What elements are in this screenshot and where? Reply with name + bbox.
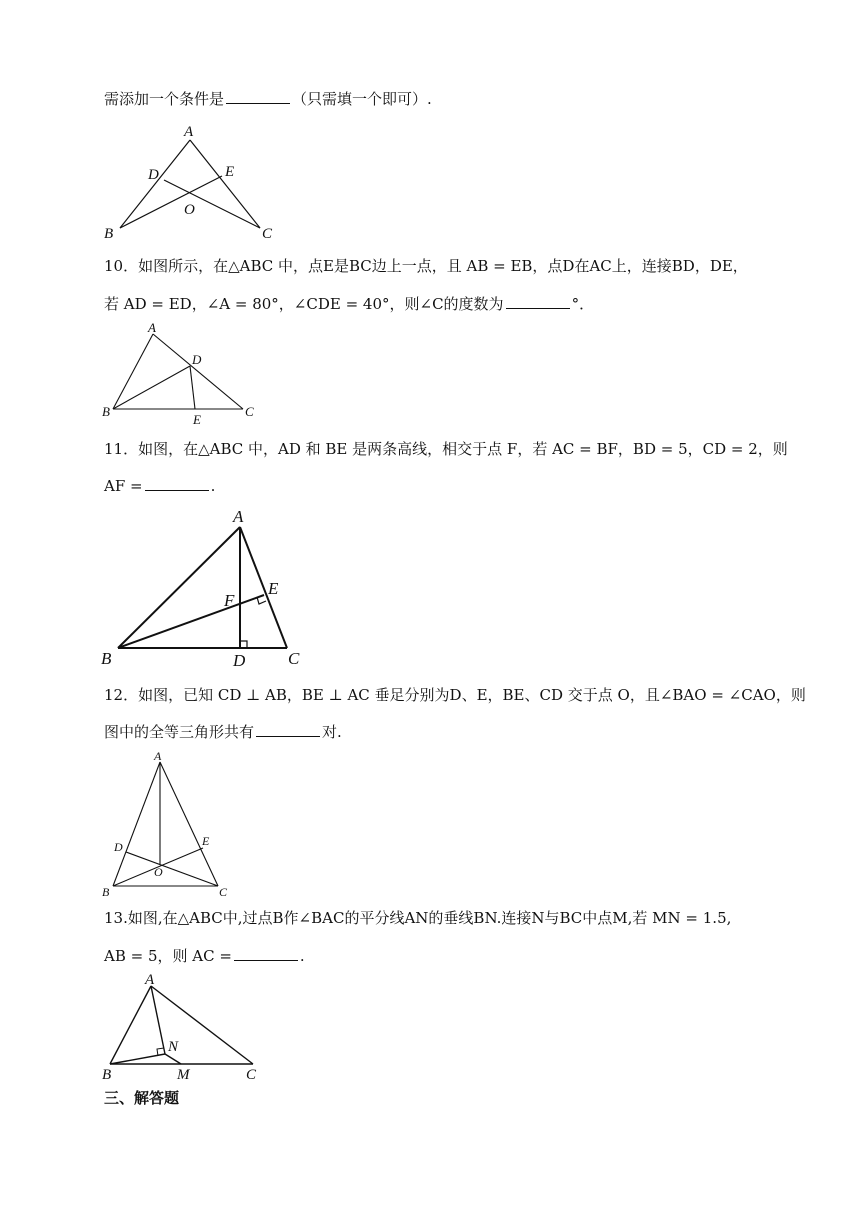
q11-text: AF =: [104, 477, 143, 495]
fig12-label-d: D: [114, 840, 123, 854]
fig10-label-c: C: [245, 404, 254, 419]
fig9-label-o: O: [184, 202, 195, 218]
fig12-label-o: O: [154, 865, 163, 879]
fig9-label-c: C: [262, 226, 273, 242]
q10-tail: °．: [571, 295, 595, 313]
section-heading: 三、解答题: [104, 1089, 180, 1107]
fig10-label-a: A: [148, 320, 156, 335]
q12-text: 图中的全等三角形共有: [104, 723, 255, 741]
fig11-label-f: F: [224, 591, 235, 610]
fig11-label-c: C: [288, 649, 300, 668]
q11-line1: 11．如图，在△ABC 中，AD 和 BE 是两条高线，相交于点 F，若 AC = BF，BD = 5，CD = 2，则: [104, 440, 788, 458]
fig11-label-b: B: [101, 649, 112, 668]
q11-tail: .: [210, 477, 216, 495]
q10-line1: 10．如图所示，在△ABC 中，点E是BC边上一点，且 AB = EB，点D在AC上，连接BD，DE，: [104, 257, 748, 275]
fig9-label-b: B: [104, 226, 114, 242]
fig11-label-a: A: [233, 507, 244, 526]
q9-tail: （只需填一个即可）.: [292, 90, 432, 108]
fig11-label-e: E: [268, 579, 279, 598]
fig9-label-e: E: [225, 164, 235, 180]
q12-line1: 12．如图，已知 CD ⊥ AB，BE ⊥ AC 垂足分别为D、E，BE、CD 交于点 O，且∠BAO = ∠CAO，则: [104, 686, 806, 704]
fig9-label-a: A: [184, 124, 194, 140]
q13-tail: .: [299, 947, 305, 965]
fig11-label-d: D: [233, 651, 246, 670]
fig13-label-n: N: [168, 1039, 179, 1055]
q12-tail: 对.: [322, 723, 342, 741]
fig13-label-m: M: [177, 1067, 190, 1083]
fig13-label-a: A: [145, 972, 155, 988]
fig12-label-a: A: [154, 749, 162, 763]
fig12-label-b: B: [102, 885, 110, 899]
fig10-label-e: E: [193, 412, 201, 427]
fig10-label-b: B: [102, 404, 110, 419]
q10-text: 若 AD = ED，∠A = 80°，∠CDE = 40°，则∠C的度数为: [104, 295, 504, 313]
fig13-label-b: B: [102, 1067, 112, 1083]
fig10-label-d: D: [192, 352, 202, 367]
fig13-label-c: C: [246, 1067, 257, 1083]
fig12-label-c: C: [219, 885, 228, 899]
q13-line1: 13.如图,在△ABC中,过点B作∠BAC的平分线AN的垂线BN.连接N与BC中点M,若 MN = 1.5,: [104, 909, 732, 927]
fig12-label-e: E: [202, 834, 210, 848]
fig9-label-d: D: [148, 167, 159, 183]
q13-text: AB = 5，则 AC =: [104, 947, 232, 965]
q9-text: 需添加一个条件是: [104, 90, 225, 108]
